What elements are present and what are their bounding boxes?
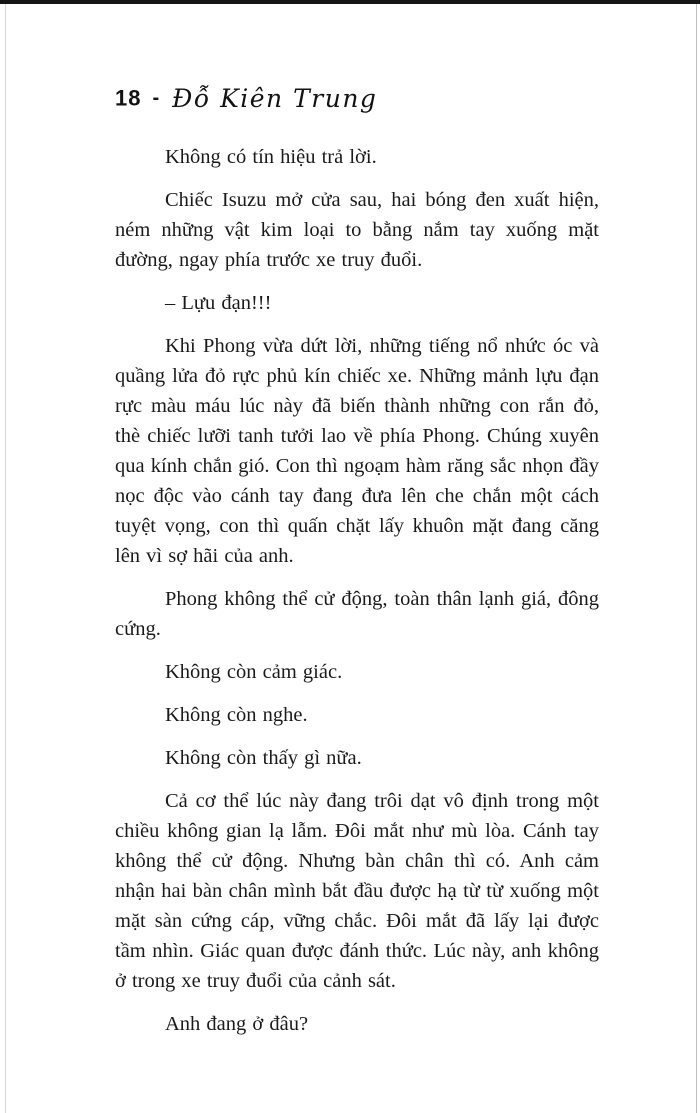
page-content	[115, 0, 599, 1052]
paragraph: Không còn cảm giác.	[165, 661, 343, 683]
page-number: 18	[115, 85, 142, 111]
running-header	[115, 84, 599, 113]
paragraph: Cả cơ thể lúc này đang trôi dạt vô định trong một chiều không gian lạ lẫm. Đôi mắt như mù lòa. Cánh tay không thể cử động. Nhưng bàn chân thì có. Anh cảm nhận hai bàn chân mình bắt đầu được hạ từ từ xuống một mặt sàn cứng cáp, vững chắc. Đôi mắt đã lấy lại được tầm nhìn. Giác quan được đánh thức. Lúc này, anh không ở trong xe truy đuổi của cảnh sát.	[115, 790, 599, 992]
paragraph: Phong không thể cử động, toàn thân lạnh giá, đông cứng.	[115, 588, 599, 640]
right-scan-edge-line	[696, 4, 697, 1113]
page-body	[115, 142, 599, 1039]
header-separator: -	[152, 87, 160, 109]
paragraph: Chiếc Isuzu mở cửa sau, hai bóng đen xuất hiện, ném những vật kim loại to bằng nắm tay xuống mặt đường, ngay phía trước xe truy đuổi.	[115, 189, 599, 271]
paragraph: Khi Phong vừa dứt lời, những tiếng nổ nhức óc và quầng lửa đỏ rực phủ kín chiếc xe. Những mảnh lựu đạn rực màu máu lúc này đã biến thành những con rắn đỏ, thè chiếc lưỡi tanh tưởi lao về phía Phong. Chúng xuyên qua kính chắn gió. Con thì ngoạm hàm răng sắc nhọn đầy nọc độc vào cánh tay đang đưa lên che chắn một cách tuyệt vọng, con thì quấn chặt lấy khuôn mặt đang căng lên vì sợ hãi của anh.	[115, 335, 599, 567]
paragraph: Anh đang ở đâu?	[165, 1013, 309, 1035]
paragraph: Không còn nghe.	[165, 704, 308, 726]
paragraph-dialogue: – Lựu đạn!!!	[165, 292, 272, 314]
paragraph: Không còn thấy gì nữa.	[165, 747, 362, 769]
left-scan-edge-line	[5, 4, 6, 1113]
paragraph: Không có tín hiệu trả lời.	[165, 146, 377, 168]
author-name: Đỗ Kiên Trung	[172, 84, 378, 113]
